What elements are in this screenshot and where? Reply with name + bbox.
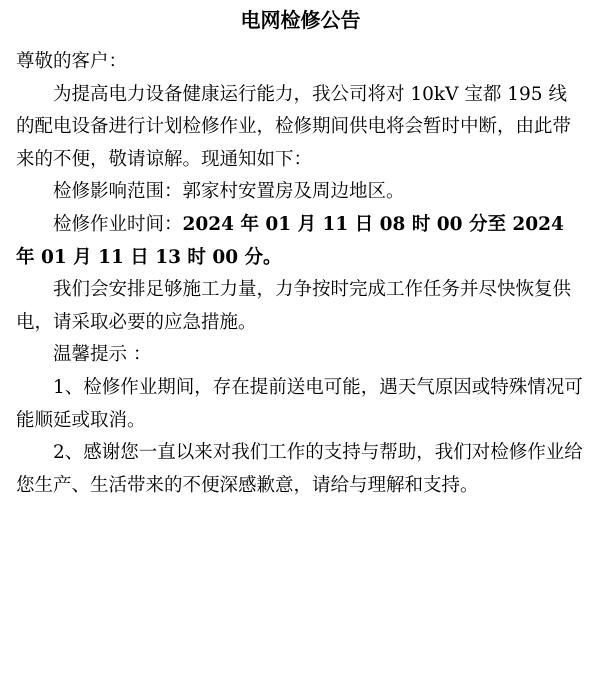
- notice-body: [16, 46, 585, 502]
- tips-heading: 温馨提示 ：: [53, 344, 152, 366]
- commitment-paragraph: 我们会安排足够施工力量，力争按时完成工作任务并尽快恢复供电，请采取必要的应急措施。: [16, 279, 572, 333]
- scope-value: 郭家村安置房及周边地区。: [182, 181, 405, 203]
- intro-paragraph: 为提高电力设备健康运行能力，我公司将对 10kV 宝都 195 线的配电设备进行计划检修作业，检修期间供电将会暂时中断，由此带来的不便，敬请谅解。现通知如下：: [16, 83, 572, 170]
- scope-label: 检修影响范围：: [53, 181, 183, 203]
- time-value: 2024 年 01 月 11 日 08 时 00 分至 2024 年 01 月 11 日 13 时 00 分。: [16, 213, 564, 268]
- time-paragraph: [16, 209, 585, 274]
- scope-paragraph: [16, 176, 585, 209]
- tip-item: 2、感谢您一直以来对我们工作的支持与帮助，我们对检修作业给您生产、生活带来的不便深感歉意，请给与理解和支持。: [16, 442, 583, 496]
- notice-title: 电网检修公告: [240, 8, 361, 32]
- time-label: 检修作业时间：: [53, 213, 183, 235]
- tip-item: 1、检修作业期间，存在提前送电可能，遇天气原因或特殊情况可能顺延或取消。: [16, 376, 583, 431]
- greeting: 尊敬的客户：: [16, 51, 128, 72]
